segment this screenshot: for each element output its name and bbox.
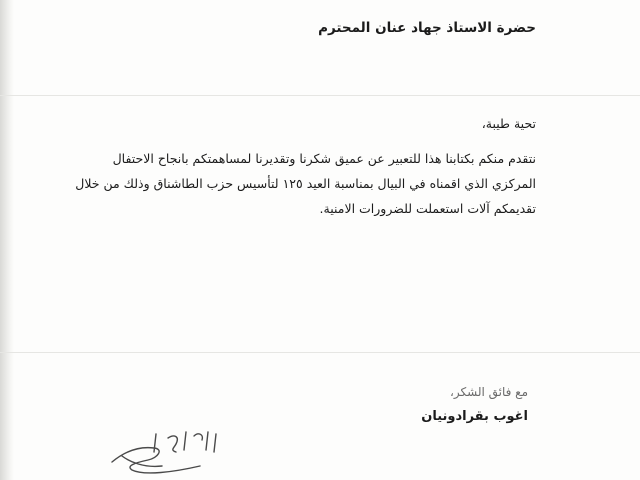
paper-fold-line — [0, 95, 640, 96]
letter-addressee: حضرة الاستاذ جهاد عنان المحترم — [318, 20, 536, 36]
letter-body-line: نتقدم منكم بكتابنا هذا للتعبير عن عميق شكرنا وتقديرنا لمساهمتكم بانجاح الاحتفال — [112, 151, 536, 166]
letter-signer-name: اغوب بقرادونيان — [421, 409, 528, 424]
letter-body-line: تقديمكم آلات استعملت للضرورات الامنية. — [319, 201, 536, 216]
letter-closing: مع فائق الشكر، — [450, 385, 528, 399]
handwritten-signature — [104, 422, 224, 480]
letter-body-line: المركزي الذي اقمناه في البيال بمناسبة العيد ١٢٥ لتأسيس حزب الطاشناق وذلك من خلال — [75, 176, 536, 191]
letter-greeting: تحية طيبة، — [481, 116, 536, 131]
paper-fold-line — [0, 352, 640, 353]
page-edge-shadow — [0, 0, 14, 480]
